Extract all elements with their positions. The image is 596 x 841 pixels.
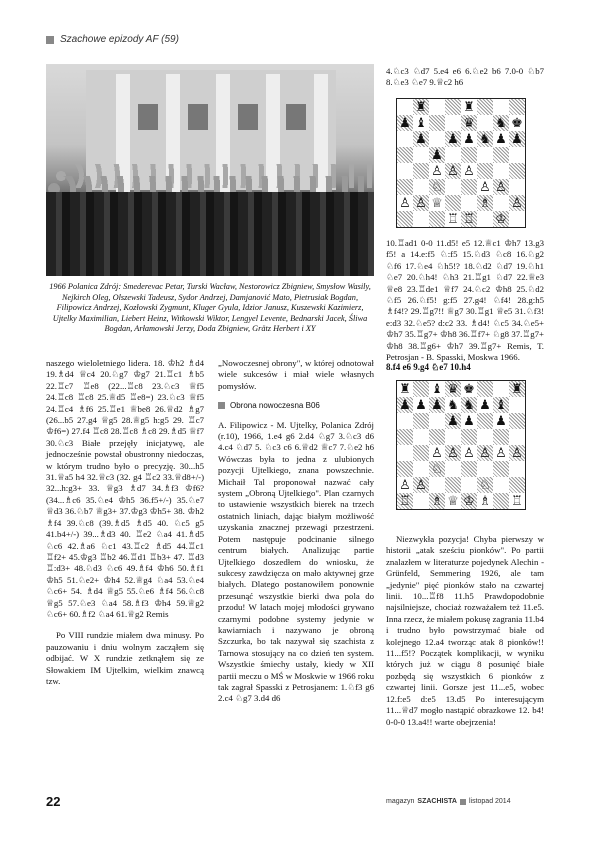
- board-square: [461, 179, 477, 195]
- group-photo: [46, 64, 374, 276]
- board-square: ♙: [477, 445, 493, 461]
- column-3-top: [386, 66, 544, 89]
- board-square: ♗: [429, 493, 445, 509]
- board-square: [445, 179, 461, 195]
- board-square: [509, 477, 525, 493]
- board-square: ♟: [397, 397, 413, 413]
- board-square: [477, 413, 493, 429]
- board-square: [461, 195, 477, 211]
- board-square: [509, 179, 525, 195]
- board-square: [429, 115, 445, 131]
- board-square: ♙: [413, 477, 429, 493]
- board-square: [461, 429, 477, 445]
- board-square: [509, 461, 525, 477]
- section-header: [46, 34, 179, 45]
- footer-magazine: [386, 798, 511, 805]
- board-square: [477, 381, 493, 397]
- board-square: ♟: [413, 131, 429, 147]
- board-square: [413, 413, 429, 429]
- board-square: [429, 413, 445, 429]
- board-square: [429, 429, 445, 445]
- board-square: [397, 131, 413, 147]
- chess-diagram-2: [396, 380, 526, 510]
- board-square: [413, 211, 429, 227]
- board-square: ♔: [493, 211, 509, 227]
- board-square: ♙: [461, 163, 477, 179]
- board-square: ♙: [509, 195, 525, 211]
- board-square: ♟: [445, 413, 461, 429]
- board-square: ♜: [397, 381, 413, 397]
- board-square: [413, 381, 429, 397]
- board-square: [461, 477, 477, 493]
- footer-issue: listopad 2014: [468, 798, 511, 805]
- board-square: [397, 99, 413, 115]
- footer-mag-name: SZACHISTA: [417, 798, 457, 805]
- board-square: [477, 211, 493, 227]
- column-1-paragraph-1: naszego wieloletniego lidera. 18. ♔h2 ♗d4 19.♗d4 ♕c4 20.♘g7 ♔g7 21.♖c1 ♗b5 22.♖c7 ♖e8 (22...♖c8 23.♘c3 ♕f5 24.♖c8 ♖c8 25.♕d5 ♖e8=) 23.♘c3 ♕f5 24.♖c4 ♗f6 25.♖e1 ♕be8 26.♕d2 ♗g7 (26...b5 27.g4 ♕g5 28.♕g5 h:g5 29. ♖c7 ♔f6=) 27.f4 ♖c8 28.♖c8 ♗c8 29.♗d5 ♕f7 30.♘c3 Białe przejęły inicjatywę, ale jednocześnie powstał obustronny niedoczas, w którym trudno było o precyzję. 30...h5 31.♕a5 h4 32.♕c3 (32. g4 ♖c2 33.♕d8+/-) 32...h:g3+ 33. ♕g3 ♗d7 34.♗f3 ♔f6? (34...♗c6 35.♘e4 ♔h5 36.f5+/-) 35.♘e7 ♕d3 36.♘b7 ♕g3+ 37.♔g3 ♔h5+ 38. ♔h2 ♗f4 39.♘c8 (39.♗d5 ♗d5 40. ♘c5 g5 41.b4+/-) 39...♗d3 40. ♖e2 ♘a4 41.♗d5 ♘c6 42.♗a6 ♘c1 43.♖c2 ♗d5 44.♖c1 ♖f2+ 45.♔g3 ♖b2 46.♖d1 ♖b3+ 47. ♖d3 ♖:d3+ 48.♘d3 ♘c6 49.♗f4 ♔h6 50.♗f1 ♔h5 51.♘e2+ ♔h4 52.♕g4 ♘a4 53.♘e4 ♘c6+ 54. ♗d4 ♕g5 55.♘e6 ♗f4 56.♘c8 ♕g5 57.♘e3 ♘a4 58.♗f3 ♔h4 59.♕g2 ♘c6+ 60.♗f2 ♘a4 61.♕g2 Remis: [46, 358, 204, 619]
- column-3-moves-top: 4.♘c3 ♘d7 5.e4 e6 6.♘e2 b6 7.0-0 ♘b7 8.♘e3 ♘e7 9.♕c2 h6: [386, 66, 544, 88]
- board-square: ♝: [413, 115, 429, 131]
- board-square: [477, 115, 493, 131]
- photo-caption: 1966 Polanica Zdrój: Smederevac Petar, Turski Wacław, Nestorowicz Zbigniew, Smysłow Wasily, Nejkirch Oleg, Olszewski Tadeusz, Sydor Andrzej, Damjanović Mato, Pietrusiak Bogdan, Filipowicz Andrzej, Kozłowski Zygmunt, Kluger Gyula, Idzior Janusz, Kuszewski Kazimierz, Ujtelky Maximilian, Liebert Heinz, Witkowski Wiktor, Lengyel Levente, Bednarski Jacek, Śliwa Bogdan, Arłamowski Jerzy, Doda Zbigniew, Grätz Herbert i XY: [49, 282, 371, 333]
- board-square: ♕: [429, 195, 445, 211]
- board-square: [445, 147, 461, 163]
- board-square: [397, 179, 413, 195]
- board-square: ♙: [509, 445, 525, 461]
- board-square: ♟: [413, 397, 429, 413]
- board-square: [461, 461, 477, 477]
- board-square: ♟: [429, 397, 445, 413]
- opening-name: Obrona nowoczesna B06: [230, 401, 320, 411]
- column-1: [46, 358, 204, 687]
- board-square: ♙: [429, 445, 445, 461]
- section-square-icon: [218, 402, 225, 409]
- board-square: ♖: [461, 211, 477, 227]
- footer-square-icon: [460, 799, 466, 805]
- board-square: [477, 147, 493, 163]
- board-square: [493, 195, 509, 211]
- board-square: [445, 461, 461, 477]
- board-square: ♛: [461, 115, 477, 131]
- board-square: [397, 147, 413, 163]
- board-square: [509, 397, 525, 413]
- board-square: [477, 163, 493, 179]
- board-square: [397, 413, 413, 429]
- header-square-icon: [46, 36, 54, 44]
- board-square: [397, 461, 413, 477]
- opening-section-header: [218, 400, 374, 411]
- board-square: ♜: [461, 99, 477, 115]
- board-square: ♖: [509, 493, 525, 509]
- board-square: ♚: [509, 115, 525, 131]
- header-title: Szachowe epizody AF (59): [60, 34, 179, 45]
- board-square: ♜: [413, 99, 429, 115]
- board-square: ♘: [429, 179, 445, 195]
- board-square: ♟: [397, 115, 413, 131]
- diagram-2-moves: 8.f4 e6 9.g4 ♘e7 10.h4: [386, 362, 471, 372]
- board-square: [509, 413, 525, 429]
- board-square: ♙: [493, 179, 509, 195]
- board-square: [477, 99, 493, 115]
- board-square: [445, 477, 461, 493]
- board-square: [493, 461, 509, 477]
- chess-diagram-1: [396, 98, 526, 228]
- board-square: [509, 429, 525, 445]
- board-square: ♟: [493, 131, 509, 147]
- board-square: [429, 477, 445, 493]
- board-square: [445, 429, 461, 445]
- board-square: [397, 445, 413, 461]
- column-2-paragraph-1: „Nowoczesnej obrony", w której odnotował wiele sukcesów i miał wiele własnych pomysłów.: [218, 358, 374, 391]
- board-square: [413, 163, 429, 179]
- board-square: [509, 147, 525, 163]
- board-square: [509, 163, 525, 179]
- board-square: ♞: [445, 397, 461, 413]
- board-square: ♔: [461, 493, 477, 509]
- board-square: [445, 115, 461, 131]
- board-square: [397, 163, 413, 179]
- board-square: [413, 179, 429, 195]
- board-square: [493, 381, 509, 397]
- board-square: ♙: [413, 195, 429, 211]
- board-square: [397, 211, 413, 227]
- board-square: [397, 429, 413, 445]
- board-square: ♞: [493, 115, 509, 131]
- board-square: [477, 429, 493, 445]
- board-square: ♘: [477, 477, 493, 493]
- board-square: [493, 477, 509, 493]
- board-square: ♚: [461, 381, 477, 397]
- board-square: [445, 195, 461, 211]
- board-square: ♟: [445, 131, 461, 147]
- column-3-game-text: 10.♖ad1 0-0 11.d5! e5 12.♕c1 ♔h7 13.g3 f5! a 14.e:f5 ♘:f5 15.♘d3 ♘c8 16.♘g2 ♘f6 17.♘e4 ♘h5!? 18.♘d2 ♘d7 19.♘h1 ♘e7 20.♘h4! ♘h3 21.♖g1 ♘d7 22.♕e3 ♕e8 23.♖de1 ♕f7 24.♘c2 ♔h8 25.♘d2 ♘f5 26.♘f5! g:f5 27.g4! ♘f4! 28.g:h5 ♗f4!? 29.♖g7!! ♕g7 30.♖g1 ♕e5 31.♘f3! e:d3 32.♘e5? d:c2 33. ♗d4! ♘c5 34.♘e5+ ♔h7 35.♖g7+ ♔h8 36.♖f7+ ♘g8 37.♖g7+ ♔h8 38.♖g6+ ♔h7 39.♖g7+ Remis, T. Petrosjan - B. Spasski, Moskwa 1966.: [386, 238, 544, 363]
- board-square: ♙: [397, 477, 413, 493]
- board-square: ♙: [477, 179, 493, 195]
- column-3-middle: [386, 238, 544, 363]
- board-square: ♙: [445, 163, 461, 179]
- board-square: [413, 147, 429, 163]
- column-1-paragraph-2: Po VIII rundzie miałem dwa minusy. Po pauzowaniu i dniu wolnym zacząłem się odbijać. W X rundzie zetknąłem się ze Słowakiem IM Ujtelkim, wielkim znawcą tzw.: [46, 630, 204, 686]
- board-square: [413, 461, 429, 477]
- board-square: ♙: [397, 195, 413, 211]
- board-square: ♖: [397, 493, 413, 509]
- board-square: [461, 147, 477, 163]
- board-square: [509, 211, 525, 227]
- board-square: ♙: [429, 163, 445, 179]
- board-square: ♝: [429, 381, 445, 397]
- board-square: ♙: [445, 445, 461, 461]
- board-square: [429, 211, 445, 227]
- board-square: ♞: [477, 131, 493, 147]
- board-square: [429, 131, 445, 147]
- board-square: ♟: [461, 131, 477, 147]
- board-square: ♖: [445, 211, 461, 227]
- board-square: [429, 99, 445, 115]
- board-square: ♙: [461, 445, 477, 461]
- board-square: [493, 493, 509, 509]
- column-2-paragraph-2: A. Filipowicz - M. Ujtelky, Polanica Zdrój (r.10), 1966, 1.e4 g6 2.d4 ♘g7 3.♘c3 d6 4.c4 ♘d7 5. ♘c3 c6 6.♕d2 ♕c7 7.♘e2 h6 Wówczas była to jedna z ulubionych pozycji Ujtelkiego, znana powszechnie. Michaił Tal proponował nazwać cały system „Obroną Ujtelkiego". Plan czarnych to ustawienie wszystkich bierek na trzech ostatnich liniach, dając białym możliwość uzyskania znacznej przewagi przestrzeni. Potem następuje podcinanie silnego centrum białych. Analizując partie Ujtelkiego doszedłem do wniosku, że sukcesy zawdzięcza on mało aktywnej grze białych. Dlatego postanowiłem ponownie przesunąć wszystkie bierki dwa pola do przodu! W latach mojej młodości grywano czarnymi podobne systemy jedynie w kawiarniach i nazywano je obroną Szczurka, bo tak nazywał się szachista z Tarnowa stosujący na co dzień ten system. Wszystkie śmiechy ustały, kiedy w XII partii meczu o MŚ w Moskwie w 1966 roku tak zagrał Spasski z Petrosjanem: 1.♘f3 g6 2.c4 ♘g7 3.d4 d6: [218, 419, 374, 704]
- column-2: [218, 358, 374, 705]
- board-square: [509, 99, 525, 115]
- board-square: ♟: [509, 131, 525, 147]
- board-square: ♞: [461, 397, 477, 413]
- board-square: ♗: [477, 195, 493, 211]
- board-square: [493, 99, 509, 115]
- board-square: ♟: [493, 413, 509, 429]
- board-square: ♝: [493, 397, 509, 413]
- board-square: [413, 493, 429, 509]
- board-square: ♙: [493, 445, 509, 461]
- board-square: [493, 163, 509, 179]
- board-square: [413, 445, 429, 461]
- board-square: ♜: [509, 381, 525, 397]
- board-square: [445, 99, 461, 115]
- board-square: ♗: [477, 493, 493, 509]
- board-square: [477, 461, 493, 477]
- page-number: 22: [46, 794, 61, 809]
- board-square: ♟: [477, 397, 493, 413]
- board-square: ♛: [445, 381, 461, 397]
- board-square: [493, 147, 509, 163]
- board-square: ♟: [429, 147, 445, 163]
- board-square: ♕: [445, 493, 461, 509]
- board-square: [493, 429, 509, 445]
- board-square: [413, 429, 429, 445]
- footer-mag-prefix: magazyn: [386, 798, 415, 805]
- board-square: ♘: [429, 461, 445, 477]
- board-square: ♟: [461, 413, 477, 429]
- column-3-paragraph: Niezwykła pozycja! Chyba pierwszy w historii „atak sześciu pionków". Po partii znalazłem w literaturze pojedynek Alechin - Grünfeld, Semmering 1926, ale tam „jedynie" pięć pionków stało na czwartej linii. 10...♖f8 11.h5 Prawdopodobnie najsilniejsze, chociaż rozważałem też 11.e5. Inna rzecz, że miałem pokusę zagrania 11.b4 i trudno było powstrzymać białe od kolejnego 12.a4 tworząc atak 8 pionków!! 11...f5!? Początek komplikacji, w wyniku których już w ciągu 8 posunięć białe pozbędą się wszystkich 6 pionków z czwartej linii. Gorsze jest 11...e5, wobec 12.f:e5 d:e5 13.d5 Po interesującym 11...♕d7 mogło nastąpić obrazkowe 12. b4! 0-0-0 13.a4!! warte obejrzenia!: [386, 534, 544, 727]
- column-3-bottom: [386, 534, 544, 728]
